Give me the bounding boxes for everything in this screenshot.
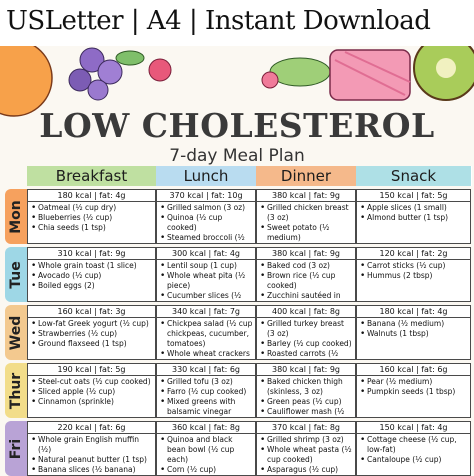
meal-items [359, 319, 468, 339]
calorie-summary: 180 kcal | fat: 4g [357, 306, 470, 318]
meal-cell-lunch [156, 305, 256, 360]
meal-cell-dinner [256, 247, 356, 302]
meal-item: • Boiled eggs (2) [30, 281, 153, 291]
meal-item: • Grilled tofu (3 oz) [159, 377, 253, 387]
meal-item: • Chickpea salad (½ cup chickpeas, cucumber, tomatoes) [159, 319, 253, 349]
meal-items [159, 203, 253, 244]
day-label [5, 363, 27, 418]
leaf-icon [270, 58, 330, 86]
meal-item: • Avocado (½ cup) [30, 271, 153, 281]
meal-items [159, 435, 253, 476]
calorie-summary: 380 kcal | fat: 9g [257, 190, 355, 202]
meal-item: • Barley (½ cup cooked) [259, 339, 353, 349]
meal-item: • Mixed greens with balsamic vinegar [159, 397, 253, 417]
meal-item: • Cottage cheese (½ cup, low-fat) [359, 435, 468, 455]
day-name: Thur [8, 372, 24, 409]
meal-cell-dinner [256, 189, 356, 244]
meal-cell-dinner [256, 421, 356, 476]
meal-items [259, 261, 353, 302]
meal-item: • Ground flaxseed (1 tsp) [30, 339, 153, 349]
calorie-summary: 300 kcal | fat: 4g [157, 248, 255, 260]
meal-cell-snack [356, 421, 471, 476]
meal-item: • Chia seeds (1 tsp) [30, 223, 153, 233]
calorie-summary: 160 kcal | fat: 3g [28, 306, 155, 318]
meal-items [359, 203, 468, 223]
calorie-summary: 380 kcal | fat: 9g [257, 364, 355, 376]
calorie-summary: 340 kcal | fat: 7g [157, 306, 255, 318]
meal-items [259, 319, 353, 360]
meal-item [259, 243, 353, 244]
meal-item: • Pear (½ medium) [359, 377, 468, 387]
banner [0, 0, 474, 46]
day-label [5, 247, 27, 302]
meal-items [30, 261, 153, 291]
day-row-wed [5, 305, 474, 360]
meal-item: • Whole wheat pita (½ piece) [159, 271, 253, 291]
meal-item: • Pumpkin seeds (1 tbsp) [359, 387, 468, 397]
calorie-summary: 330 kcal | fat: 6g [157, 364, 255, 376]
meal-item: • Asparagus (½ cup) [259, 465, 353, 475]
calorie-summary: 150 kcal | fat: 4g [357, 422, 470, 434]
berry-icon [149, 59, 171, 81]
meal-items [359, 261, 468, 281]
calorie-summary: 190 kcal | fat: 5g [28, 364, 155, 376]
meal-item: • Baked chicken thigh (skinless, 3 oz) [259, 377, 353, 397]
meal-item: • Oatmeal (½ cup dry) [30, 203, 153, 213]
meal-items [159, 261, 253, 302]
calorie-summary: 400 kcal | fat: 8g [257, 306, 355, 318]
meal-item: • Cantaloupe (½ cup) [359, 455, 468, 465]
meal-items [259, 377, 353, 418]
meal-item: • Lentil soup (1 cup) [159, 261, 253, 271]
leaf-icon [116, 51, 144, 65]
meal-cell-snack [356, 247, 471, 302]
meal-item: • Grilled turkey breast (3 oz) [259, 319, 353, 339]
meal-item: • Brown rice (½ cup cooked) [259, 271, 353, 291]
day-label [5, 189, 27, 244]
calorie-summary: 370 kcal | fat: 10g [157, 190, 255, 202]
column-header-dinner: Dinner [256, 166, 357, 186]
meal-item: • Blueberries (½ cup) [30, 213, 153, 223]
day-row-thur [5, 363, 474, 418]
calorie-summary: 120 kcal | fat: 2g [357, 248, 470, 260]
grape-icon [69, 69, 91, 91]
day-name: Fri [8, 438, 24, 459]
day-label [5, 305, 27, 360]
meal-cell-lunch [156, 189, 256, 244]
meal-item: • Cucumber slices (½ [159, 291, 253, 302]
meal-item: • Farro (½ cup cooked) [159, 387, 253, 397]
meal-item: • Whole wheat crackers [159, 349, 253, 360]
day-row-tue [5, 247, 474, 302]
meal-cell-lunch [156, 247, 256, 302]
meal-cell-breakfast [27, 247, 156, 302]
meal-cell-dinner [256, 305, 356, 360]
meal-items [359, 377, 468, 397]
meal-item: • Hummus (2 tbsp) [359, 271, 468, 281]
meal-items [259, 203, 353, 244]
meal-items [30, 435, 153, 475]
meal-cell-dinner [256, 363, 356, 418]
meal-item: • Grilled shrimp (3 oz) [259, 435, 353, 445]
day-row-fri [5, 421, 474, 476]
meal-cell-lunch [156, 363, 256, 418]
meal-cell-breakfast [27, 363, 156, 418]
page-subtitle: 7-day Meal Plan [169, 146, 305, 166]
meal-item: • Cauliflower mash (½ [259, 407, 353, 418]
meal-item: • Low-fat Greek yogurt (½ cup) [30, 319, 153, 329]
meal-items [30, 319, 153, 349]
day-name: Mon [8, 199, 24, 234]
meal-item: • Almond butter (1 tsp) [359, 213, 468, 223]
day-row-mon [5, 189, 474, 244]
meal-item: • Walnuts (1 tbsp) [359, 329, 468, 339]
meal-item: • Quinoa (½ cup cooked) [159, 213, 253, 233]
meal-item: • Strawberries (½ cup) [30, 329, 153, 339]
meal-item: • Quinoa and black bean bowl (½ cup each) [159, 435, 253, 465]
meal-item: • Sliced apple (½ cup) [30, 387, 153, 397]
day-label [5, 421, 27, 476]
meal-item: • Steel-cut oats (½ cup cooked) [30, 377, 153, 387]
page-title: LOW CHOLESTEROL [39, 106, 435, 145]
meal-cell-breakfast [27, 421, 156, 476]
meal-item: • Natural peanut butter (1 tsp) [30, 455, 153, 465]
meal-cell-breakfast [27, 305, 156, 360]
calorie-summary: 220 kcal | fat: 6g [28, 422, 155, 434]
meal-item: • Green peas (½ cup) [259, 397, 353, 407]
meal-cell-snack [356, 305, 471, 360]
berry-icon [262, 72, 278, 88]
banner-text: USLetter | A4 | Instant Download [6, 6, 431, 36]
meal-item: • Banana (½ medium) [359, 319, 468, 329]
meal-item: • Carrot sticks (½ cup) [359, 261, 468, 271]
meal-item: • Zucchini sautéed in [259, 291, 353, 302]
meal-item: • Apple slices (1 small) [359, 203, 468, 213]
grape-icon [88, 80, 108, 100]
meal-cell-breakfast [27, 189, 156, 244]
calorie-summary: 160 kcal | fat: 6g [357, 364, 470, 376]
meal-item: • Grilled salmon (3 oz) [159, 203, 253, 213]
calorie-summary: 180 kcal | fat: 4g [28, 190, 155, 202]
meal-item: • Sweet potato (½ medium) [259, 223, 353, 243]
meal-item: • Cinnamon (sprinkle) [30, 397, 153, 407]
day-name: Tue [8, 260, 24, 289]
meal-item: • Whole wheat pasta (½ cup cooked) [259, 445, 353, 465]
meal-items [30, 377, 153, 407]
meal-item: • Whole grain English muffin (½) [30, 435, 153, 455]
meal-items [359, 435, 468, 465]
meal-cell-snack [356, 189, 471, 244]
orange-icon [0, 40, 52, 116]
meal-item: • Whole grain toast (1 slice) [30, 261, 153, 271]
meal-item: • Steamed broccoli (½ [159, 233, 253, 244]
column-header-snack: Snack [356, 166, 472, 186]
meal-item: • Corn (½ cup) [159, 465, 253, 475]
calorie-summary: 310 kcal | fat: 9g [28, 248, 155, 260]
meal-cell-snack [356, 363, 471, 418]
column-header-lunch: Lunch [156, 166, 257, 186]
meal-item: • Roasted carrots (½ [259, 349, 353, 360]
column-header-breakfast: Breakfast [27, 166, 157, 186]
meal-items [159, 319, 253, 360]
calorie-summary: 360 kcal | fat: 8g [157, 422, 255, 434]
meal-item: • Baked cod (3 oz) [259, 261, 353, 271]
meal-item: • Grilled chicken breast (3 oz) [259, 203, 353, 223]
meal-item: • Banana slices (½ banana) [30, 465, 153, 475]
calorie-summary: 150 kcal | fat: 5g [357, 190, 470, 202]
calorie-summary: 370 kcal | fat: 8g [257, 422, 355, 434]
meal-items [159, 377, 253, 417]
calorie-summary: 380 kcal | fat: 9g [257, 248, 355, 260]
meal-items [259, 435, 353, 475]
meal-items [30, 203, 153, 233]
meal-cell-lunch [156, 421, 256, 476]
day-name: Wed [8, 315, 24, 350]
